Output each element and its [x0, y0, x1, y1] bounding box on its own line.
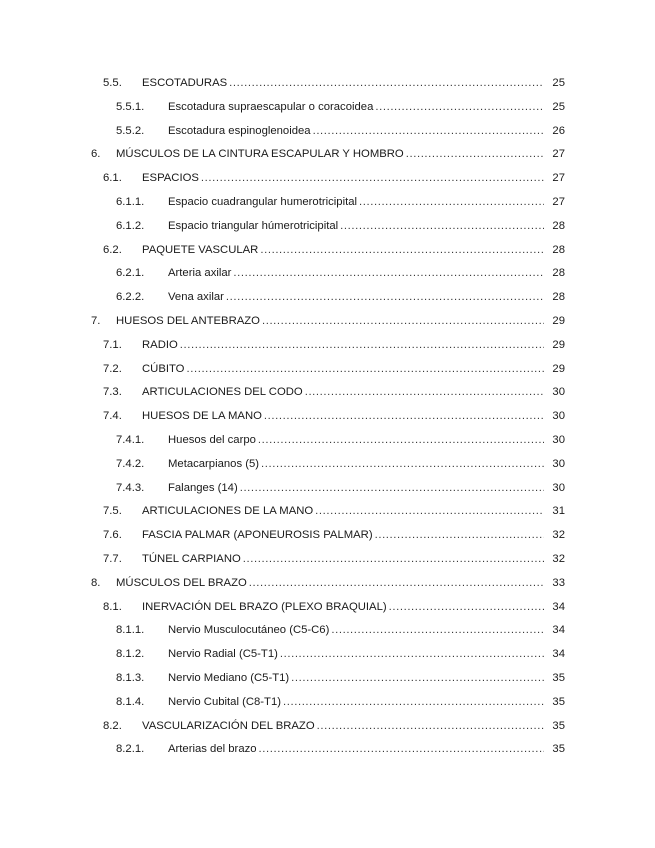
toc-entry-page-number: 35 [552, 719, 565, 732]
dot-leader [240, 477, 544, 501]
toc-entry[interactable] [0, 96, 655, 120]
toc-entry-line [142, 381, 544, 405]
toc-entry-page-number: 29 [552, 314, 565, 327]
toc-entry-page-number: 33 [552, 576, 565, 589]
toc-entry[interactable] [0, 715, 655, 739]
toc-entry-line [142, 239, 544, 263]
toc-entry-line [116, 310, 544, 334]
toc-entry[interactable] [0, 262, 655, 286]
toc-entry-number: 6.1. [103, 172, 122, 185]
toc-entry-line [142, 405, 544, 429]
dot-leader [315, 500, 544, 524]
toc-entry-title: Escotadura supraescapular o coracoidea [168, 100, 374, 113]
toc-entry-line [142, 358, 544, 382]
toc-entry-page-number: 32 [552, 552, 565, 565]
toc-entry[interactable] [0, 500, 655, 524]
toc-entry[interactable] [0, 239, 655, 263]
toc-entry[interactable] [0, 167, 655, 191]
toc-entry-line [168, 691, 544, 715]
toc-entry[interactable] [0, 429, 655, 453]
toc-entry[interactable] [0, 572, 655, 596]
toc-entry[interactable] [0, 405, 655, 429]
toc-entry-page-number: 27 [552, 195, 565, 208]
toc-entry-line [116, 572, 544, 596]
toc-entry-title: Nervio Radial (C5-T1) [168, 648, 278, 661]
dot-leader [317, 715, 544, 739]
toc-entry-title: Nervio Mediano (C5-T1) [168, 671, 290, 684]
toc-entry-number: 6. [91, 148, 101, 161]
toc-entry-page-number: 34 [552, 648, 565, 661]
toc-entry-title: PAQUETE VASCULAR [142, 243, 259, 256]
dot-leader [375, 96, 544, 120]
toc-entry-page-number: 26 [552, 124, 565, 137]
toc-entry-title: MÚSCULOS DE LA CINTURA ESCAPULAR Y HOMBRO [116, 148, 404, 161]
toc-entry-line [168, 429, 544, 453]
toc-entry-title: ARTICULACIONES DEL CODO [142, 386, 303, 399]
dot-leader [261, 453, 544, 477]
dot-leader [291, 667, 544, 691]
toc-entry-line [168, 120, 544, 144]
toc-entry-page-number: 30 [552, 481, 565, 494]
toc-entry-number: 7.4. [103, 410, 122, 423]
toc-entry-number: 5.5.1. [116, 100, 145, 113]
toc-entry-number: 8. [91, 576, 101, 589]
toc-entry-number: 7.1. [103, 338, 122, 351]
toc-entry-number: 7.7. [103, 552, 122, 565]
toc-entry[interactable] [0, 381, 655, 405]
toc-entry-line [168, 738, 544, 762]
toc-entry-title: ESPACIOS [142, 172, 199, 185]
toc-entry[interactable] [0, 191, 655, 215]
toc-entry-number: 7. [91, 314, 101, 327]
dot-leader [313, 120, 544, 144]
dot-leader [186, 358, 544, 382]
toc-entry[interactable] [0, 215, 655, 239]
toc-entry-number: 5.5.2. [116, 124, 145, 137]
toc-entry-number: 7.5. [103, 505, 122, 518]
toc-entry[interactable] [0, 691, 655, 715]
toc-entry-page-number: 34 [552, 600, 565, 613]
dot-leader [375, 524, 544, 548]
toc-entry-number: 6.2.2. [116, 291, 145, 304]
toc-entry-number: 8.1.3. [116, 671, 145, 684]
toc-entry-line [168, 667, 544, 691]
toc-entry[interactable] [0, 143, 655, 167]
toc-entry-title: HUESOS DEL ANTEBRAZO [116, 314, 260, 327]
toc-entry-title: Arteria axilar [168, 267, 232, 280]
toc-entry-number: 7.6. [103, 529, 122, 542]
toc-entry-number: 8.1.4. [116, 695, 145, 708]
toc-entry-number: 7.3. [103, 386, 122, 399]
toc-entry-number: 5.5. [103, 77, 122, 89]
toc-entry-page-number: 27 [552, 148, 565, 161]
table-of-contents [0, 72, 655, 762]
toc-entry-line [142, 167, 544, 191]
toc-entry-line [168, 262, 544, 286]
toc-entry-title: Espacio cuadrangular humerotricipital [168, 195, 358, 208]
toc-entry-page-number: 31 [552, 505, 565, 518]
toc-entry-number: 6.1.1. [116, 195, 145, 208]
toc-entry-title: Metacarpianos (5) [168, 457, 260, 470]
toc-entry-number: 7.4.2. [116, 457, 145, 470]
toc-entry-title: INERVACIÓN DEL BRAZO (PLEXO BRAQUIAL) [142, 600, 387, 613]
toc-entry[interactable] [0, 453, 655, 477]
toc-entry-number: 8.2.1. [116, 743, 145, 756]
toc-entry-title: Espacio triangular húmerotricipital [168, 219, 339, 232]
toc-entry-number: 6.2.1. [116, 267, 145, 280]
dot-leader [283, 691, 544, 715]
dot-leader [260, 239, 544, 263]
toc-entry-page-number: 27 [552, 172, 565, 185]
dot-leader [249, 572, 544, 596]
toc-entry-number: 8.1.1. [116, 624, 145, 637]
toc-entry[interactable] [0, 72, 655, 96]
toc-entry-number: 8.1. [103, 600, 122, 613]
dot-leader [406, 143, 544, 167]
toc-entry[interactable] [0, 477, 655, 501]
dot-leader [180, 334, 544, 358]
toc-entry-title: Nervio Musculocutáneo (C5-C6) [168, 624, 330, 637]
toc-entry-title: TÚNEL CARPIANO [142, 552, 241, 565]
toc-entry-page-number: 35 [552, 671, 565, 684]
toc-entry-title: Escotadura espinoglenoidea [168, 124, 311, 137]
dot-leader [340, 215, 544, 239]
toc-entry-title: Nervio Cubital (C8-T1) [168, 695, 281, 708]
toc-entry[interactable] [0, 334, 655, 358]
toc-entry-title: CÚBITO [142, 362, 185, 375]
toc-entry-line [142, 596, 544, 620]
toc-entry-number: 7.4.1. [116, 433, 145, 446]
toc-entry-title: HUESOS DE LA MANO [142, 410, 262, 423]
toc-entry-page-number: 28 [552, 267, 565, 280]
toc-entry-title: ESCOTADURAS [142, 77, 228, 89]
toc-entry-page-number: 25 [552, 100, 565, 113]
toc-entry-page-number: 28 [552, 219, 565, 232]
toc-entry-title: FASCIA PALMAR (APONEUROSIS PALMAR) [142, 529, 373, 542]
toc-entry-number: 8.1.2. [116, 648, 145, 661]
toc-entry-page-number: 25 [552, 77, 565, 89]
toc-entry-line [116, 143, 544, 167]
toc-entry-line [142, 548, 544, 572]
toc-entry-line [142, 500, 544, 524]
toc-entry[interactable] [0, 667, 655, 691]
dot-leader [264, 405, 544, 429]
toc-entry-title: Arterias del brazo [168, 743, 257, 756]
toc-entry-line [168, 477, 544, 501]
toc-entry[interactable] [0, 596, 655, 620]
dot-leader [305, 381, 544, 405]
dot-leader [389, 596, 544, 620]
toc-entry-page-number: 28 [552, 291, 565, 304]
toc-entry-page-number: 35 [552, 743, 565, 756]
toc-entry-number: 8.2. [103, 719, 122, 732]
dot-leader [226, 286, 544, 310]
toc-entry-page-number: 28 [552, 243, 565, 256]
toc-entry[interactable] [0, 358, 655, 382]
toc-entry-title: ARTICULACIONES DE LA MANO [142, 505, 314, 518]
toc-entry[interactable] [0, 738, 655, 762]
toc-entry-line [168, 643, 544, 667]
toc-entry[interactable] [0, 643, 655, 667]
toc-entry-title: Huesos del carpo [168, 433, 256, 446]
toc-entry-page-number: 35 [552, 695, 565, 708]
toc-entry-line [142, 334, 544, 358]
toc-entry-line [168, 453, 544, 477]
toc-entry-number: 6.1.2. [116, 219, 145, 232]
dot-leader [259, 738, 544, 762]
toc-entry-line [142, 715, 544, 739]
toc-entry[interactable] [0, 286, 655, 310]
toc-entry-page-number: 34 [552, 624, 565, 637]
toc-entry-title: MÚSCULOS DEL BRAZO [116, 576, 247, 589]
toc-entry-title: VASCULARIZACIÓN DEL BRAZO [142, 719, 315, 732]
toc-entry-page-number: 32 [552, 529, 565, 542]
dot-leader [359, 191, 544, 215]
toc-entry-title: Falanges (14) [168, 481, 238, 494]
toc-entry-line [168, 191, 544, 215]
dot-leader [229, 72, 544, 96]
dot-leader [201, 167, 544, 191]
dot-leader [233, 262, 544, 286]
toc-entry-line [168, 619, 544, 643]
toc-entry-line [168, 96, 544, 120]
dot-leader [243, 548, 544, 572]
toc-entry-number: 7.2. [103, 362, 122, 375]
toc-entry[interactable] [0, 524, 655, 548]
toc-entry-page-number: 29 [552, 338, 565, 351]
toc-entry-page-number: 30 [552, 410, 565, 423]
toc-entry[interactable] [0, 548, 655, 572]
toc-entry-number: 7.4.3. [116, 481, 145, 494]
toc-entry-page-number: 30 [552, 386, 565, 399]
toc-entry[interactable] [0, 310, 655, 334]
toc-entry[interactable] [0, 619, 655, 643]
toc-entry-line [142, 524, 544, 548]
toc-entry-page-number: 30 [552, 433, 565, 446]
toc-entry-title: RADIO [142, 338, 178, 351]
toc-entry-title: Vena axilar [168, 291, 224, 304]
dot-leader [280, 643, 544, 667]
toc-entry-number: 6.2. [103, 243, 122, 256]
dot-leader [262, 310, 544, 334]
toc-entry[interactable] [0, 120, 655, 144]
dot-leader [258, 429, 544, 453]
dot-leader [331, 619, 544, 643]
toc-entry-page-number: 29 [552, 362, 565, 375]
toc-entry-line [142, 72, 544, 96]
toc-entry-line [168, 286, 544, 310]
toc-entry-page-number: 30 [552, 457, 565, 470]
toc-entry-line [168, 215, 544, 239]
